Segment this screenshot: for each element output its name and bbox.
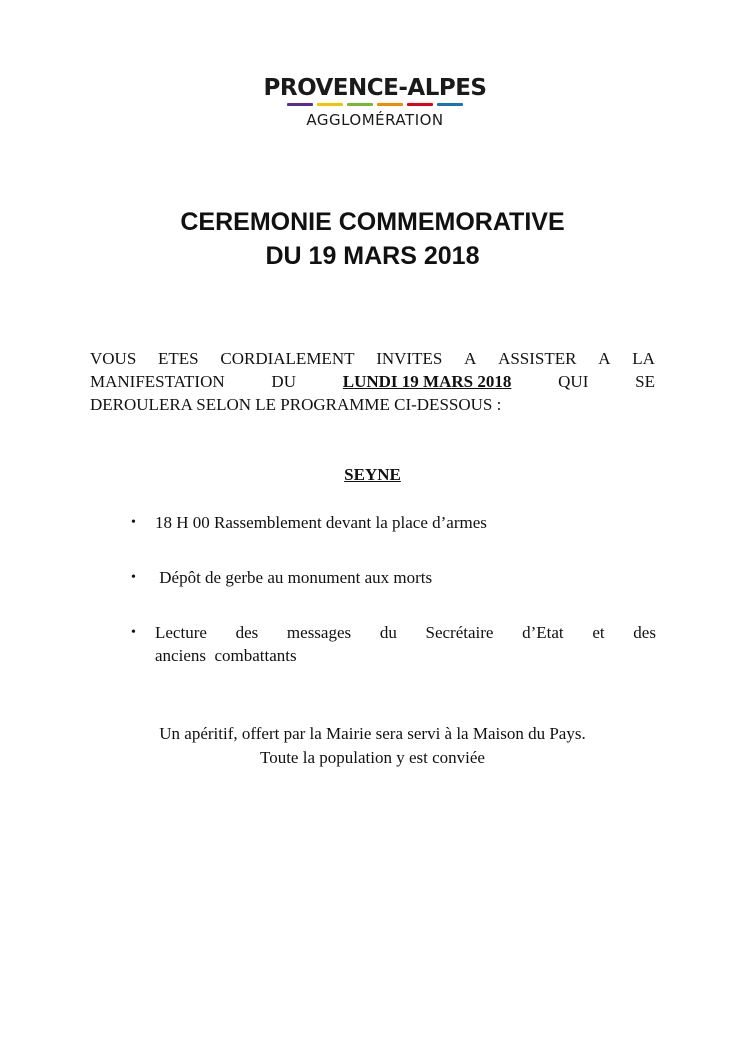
event-location-heading: SEYNE [344, 465, 401, 484]
program-item-text: 18 H 00 Rassemblement devant la place d’armes [155, 513, 487, 532]
intro-word: LA [632, 349, 655, 368]
intro-line-2 [90, 370, 655, 393]
program-item [131, 511, 656, 534]
bullet-icon: • [131, 625, 136, 640]
bullet-icon: • [131, 515, 136, 530]
program-word: et [592, 623, 605, 642]
bullet-icon: • [131, 570, 136, 585]
closing-note [0, 722, 745, 770]
program-word: messages [286, 623, 352, 642]
logo-bar-segment [317, 103, 343, 106]
logo-bar-segment [437, 103, 463, 106]
intro-word: MANIFESTATION [90, 372, 225, 391]
closing-line-2: Toute la population y est conviée [260, 748, 485, 767]
intro-word: VOUS [90, 349, 137, 368]
logo-bar-segment [377, 103, 403, 106]
program-item [131, 621, 656, 667]
intro-line-1 [90, 347, 655, 370]
logo-color-bar [255, 103, 495, 107]
program-item-line-2: anciens combattants [155, 646, 297, 665]
intro-word: ASSISTER [498, 349, 577, 368]
invitation-paragraph [90, 347, 655, 416]
title-line-1: CEREMONIE COMMEMORATIVE [180, 208, 565, 236]
intro-word: A [598, 349, 611, 368]
document-title [0, 205, 745, 273]
logo-main-text: PROVENCE-ALPES [263, 75, 487, 101]
logo-bar-segment [347, 103, 373, 106]
logo-bar-segment [407, 103, 433, 106]
program-word: Secrétaire [425, 623, 494, 642]
program-list [131, 511, 656, 667]
agglomeration-logo [255, 74, 495, 131]
program-item-text: Dépôt de gerbe au monument aux morts [155, 568, 433, 587]
intro-word: CORDIALEMENT [220, 349, 355, 368]
intro-line-3-text: DEROULERA SELON LE PROGRAMME CI-DESSOUS : [90, 395, 502, 414]
event-date-emphasis: LUNDI 19 MARS 2018 [342, 372, 512, 391]
intro-word: SE [635, 372, 655, 391]
closing-line-1: Un apéritif, offert par la Mairie sera servi à la Maison du Pays. [159, 724, 586, 743]
program-word: des [235, 623, 259, 642]
intro-line-3 [90, 393, 655, 416]
title-line-2: DU 19 MARS 2018 [265, 242, 480, 270]
logo-sub-text: AGGLOMÉRATION [306, 111, 444, 129]
intro-word: QUI [558, 372, 589, 391]
program-word: d’Etat [522, 623, 564, 642]
logo-bar-segment [287, 103, 313, 106]
intro-word: A [464, 349, 477, 368]
intro-word: DU [271, 372, 296, 391]
program-word: des [633, 623, 656, 642]
program-word: Lecture [155, 623, 207, 642]
program-item [131, 566, 656, 589]
program-word: du [379, 623, 397, 642]
intro-word: ETES [158, 349, 199, 368]
program-item-line-1 [155, 621, 656, 644]
intro-word: INVITES [376, 349, 443, 368]
